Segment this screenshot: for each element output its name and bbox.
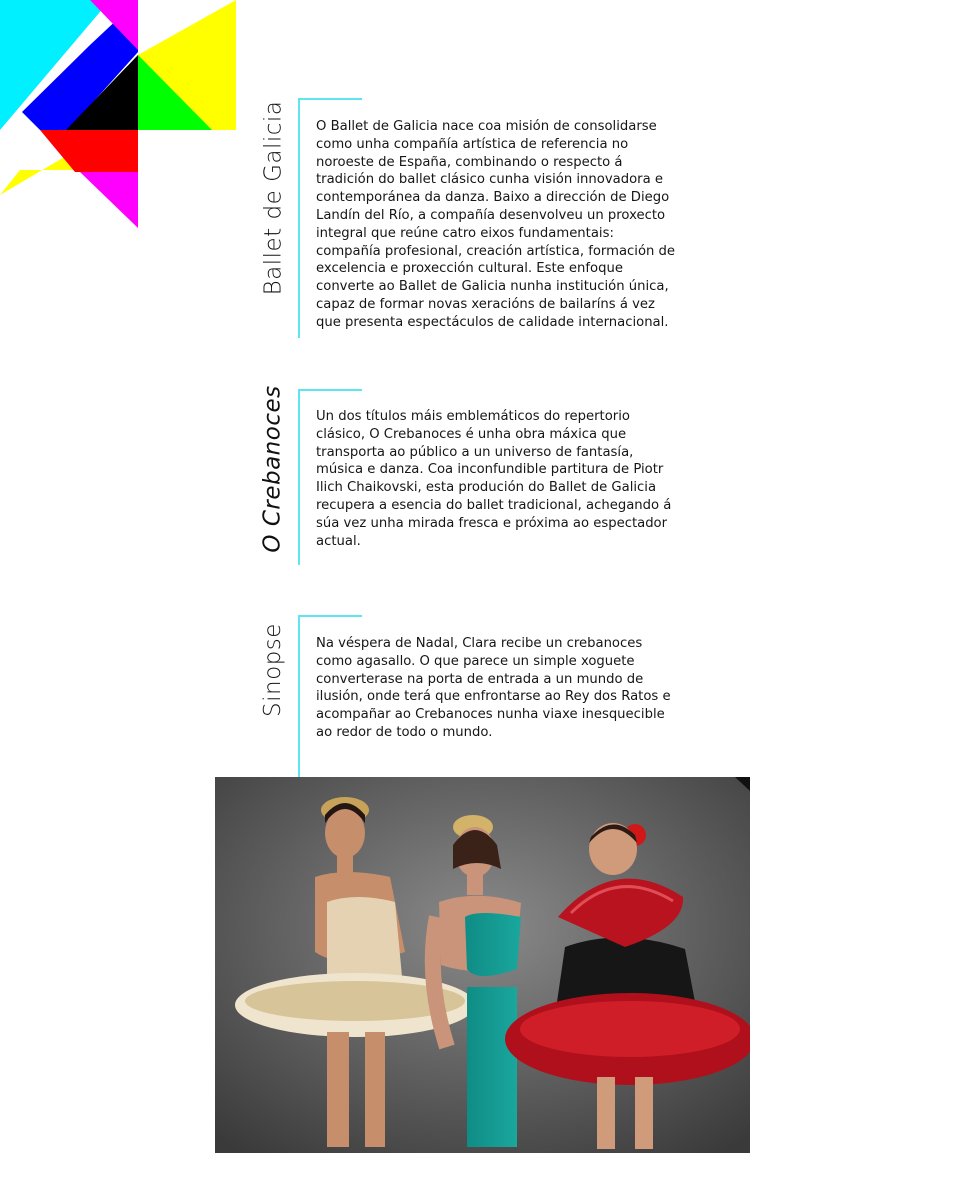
logo-magenta-bottom — [80, 172, 138, 228]
accent-line-vertical — [298, 98, 300, 338]
section-ballet-de-galicia — [258, 98, 698, 338]
section-sinopse — [258, 615, 698, 777]
accent-line-vertical — [298, 615, 300, 777]
accent-line-horizontal — [298, 98, 362, 100]
accent-line-horizontal — [298, 615, 362, 617]
section-title-vertical — [258, 98, 288, 298]
section-o-crebanoces — [258, 385, 698, 565]
cmyk-triangles-logo — [0, 0, 236, 232]
accent-line-vertical — [298, 389, 300, 565]
three-ballerinas-photo — [215, 777, 750, 1153]
section-title: O Crebanoces — [260, 385, 287, 553]
section-body: Un dos títulos máis emblemáticos do repertorio clásico, O Crebanoces é unha obra máxica que transporta ao público a un universo de fantasía, música e danza. Coa inconfundible partitura de Piotr Ilich Chaikovski, esta produción do Ballet de Galicia recupera a esencia do ballet tradicional, achegando á súa vez unha mirada fresca e próxima ao espectador actual. — [316, 409, 672, 549]
section-title: Ballet de Galicia — [260, 100, 286, 296]
section-title: Sinopse — [260, 623, 286, 717]
section-title-vertical — [258, 385, 288, 553]
section-title-vertical — [258, 615, 288, 725]
section-body: O Ballet de Galicia nace coa misión de consolidarse como unha compañía artística de referencia no noroeste de España, combinando o respecto á tradición do ballet clásico cunha visión innovadora e contemporánea da danza. Baixo a dirección de Diego Landín del Río, a compañía desenvolveu un proxecto integral que reúne catro eixos fundamentais: compañía profesional, creación artística, formación de excelencia e proxección cultural. Este enfoque converte ao Ballet de Galicia nunha institución única, capaz de formar novas xeracións de bailaríns á vez que presenta espectáculos de calidade internacional. — [316, 119, 676, 330]
accent-line-horizontal — [298, 389, 362, 391]
section-body: Na véspera de Nadal, Clara recibe un crebanoces como agasallo. O que parece un simple xoguete converterase na porta de entrada a un mundo de ilusión, onde terá que enfrontarse ao Rey dos Ratos e acompañar ao Crebanoces nunha viaxe inesquecible ao redor de todo o mundo. — [316, 636, 671, 740]
